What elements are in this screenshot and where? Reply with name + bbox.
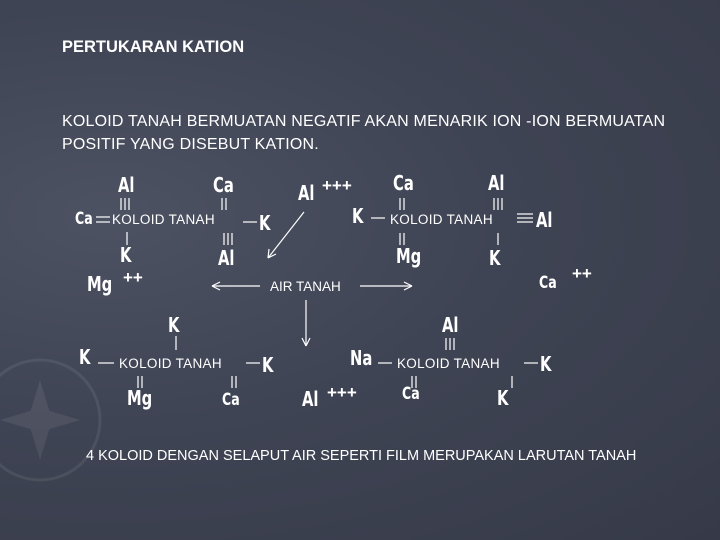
air-tanah-label: AIR TANAH	[270, 279, 341, 294]
ion-na: Na	[350, 346, 373, 370]
colloid-box-label: KOLOID TANAH	[112, 212, 215, 227]
ion-mg: Mg	[87, 272, 113, 296]
ion-k: K	[168, 313, 180, 337]
ion-ca: Ca	[539, 273, 557, 293]
ion-k: K	[79, 345, 91, 369]
ion-k: K	[352, 204, 364, 228]
ion-k: K	[120, 243, 132, 267]
ion-al: Al	[218, 246, 235, 270]
ion-k: K	[262, 353, 274, 377]
ion-al: Al	[118, 173, 135, 197]
ion-al: Al	[302, 387, 319, 411]
intro-paragraph: KOLOID TANAH BERMUATAN NEGATIF AKAN MENARIK ION -ION BERMUATAN POSITIF YANG DISEBUT KATION.	[62, 113, 666, 153]
colloid-box-label: KOLOID TANAH	[397, 356, 500, 371]
ion-k: K	[497, 386, 509, 410]
charge-double: ++	[123, 268, 143, 287]
charge-triple: +++	[327, 383, 357, 402]
ion-ca: Ca	[393, 171, 414, 195]
ion-ca: Ca	[75, 209, 93, 229]
ion-ca: Ca	[213, 173, 234, 197]
ion-al: Al	[536, 208, 553, 232]
ion-al: Al	[298, 181, 315, 205]
colloid-box-label: KOLOID TANAH	[119, 356, 222, 371]
ion-mg: Mg	[396, 244, 422, 268]
ion-k: K	[540, 352, 552, 376]
ion-al: Al	[442, 313, 459, 337]
ion-ca: Ca	[222, 390, 240, 410]
conclusion-paragraph: 4 KOLOID DENGAN SELAPUT AIR SEPERTI FILM MERUPAKAN LARUTAN TANAH	[86, 448, 637, 464]
page-title: PERTUKARAN KATION	[62, 38, 245, 56]
charge-double: ++	[572, 264, 592, 283]
ion-mg: Mg	[127, 386, 153, 410]
ion-k: K	[489, 246, 501, 270]
colloid-box-label: KOLOID TANAH	[390, 212, 493, 227]
ion-k: K	[259, 211, 271, 235]
charge-triple: +++	[322, 176, 352, 195]
ion-al: Al	[488, 171, 505, 195]
ion-ca: Ca	[402, 384, 420, 404]
